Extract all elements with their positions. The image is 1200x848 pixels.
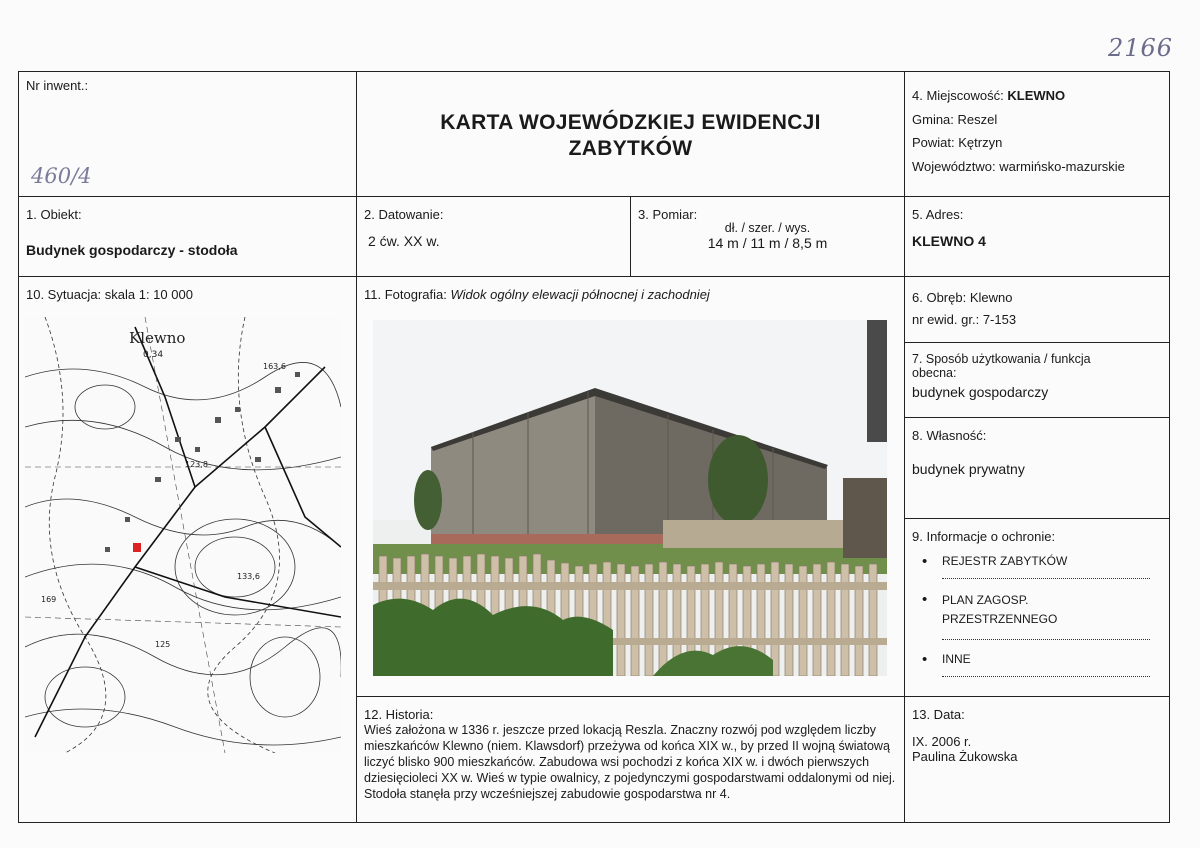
situation-label: 10. Sytuacja: skala 1: 10 000	[26, 287, 193, 302]
protection-item-other: • INNE	[912, 652, 1162, 677]
card-title-line1: KARTA WOJEWÓDZKIEJ EWIDENCJI	[440, 111, 821, 134]
date-label: 13. Data:	[912, 707, 965, 722]
photo-cell	[357, 277, 905, 697]
photo-caption: Widok ogólny elewacji północnej i zachodniej	[450, 287, 710, 302]
barn-photo	[373, 320, 887, 676]
usage-value: budynek gospodarczy	[912, 384, 1049, 400]
protection-cell	[905, 519, 1169, 697]
location-cell	[905, 72, 1169, 197]
svg-text:123,8: 123,8	[185, 460, 208, 469]
inventory-cell	[19, 72, 357, 197]
measurement-label: 3. Pomiar:	[638, 207, 698, 222]
dating-label: 2. Datowanie:	[364, 207, 444, 222]
catalog-number: 2166	[1108, 34, 1174, 62]
usage-cell	[905, 343, 1169, 418]
date-cell	[905, 697, 1169, 822]
date-value: IX. 2006 r.	[912, 734, 972, 749]
protection-item-plan: • PLAN ZAGOSP. PRZESTRZENNEGO	[912, 591, 1162, 640]
reg-value: 7-153	[982, 312, 1017, 327]
svg-text:Klewno: Klewno	[129, 329, 186, 347]
record-card	[18, 71, 1170, 823]
measurement-value: 14 m / 11 m / 8,5 m	[707, 235, 828, 251]
ownership-value: budynek prywatny	[912, 461, 1025, 477]
reg-label: nr ewid. gr.:	[912, 312, 980, 327]
svg-text:125: 125	[155, 640, 171, 649]
address-value: KLEWNO 4	[912, 233, 986, 249]
history-text: Wieś założona w 1336 r. jeszcze przed lokacją Reszla. Znaczny rozwój pod względem liczby mieszkańców Klewno (niem. Klawsdorf) przeżywa od końca XIX w., by przed II wojną światową liczyć blisko 900 mieszkańców. Zabudowa wsi pochodzi z końca XIX w. i dwóch pierwszych dziesięcioleci XX w. Wieś w typie owalnicy, z pojedynczymi gospodarstwami oddalonymi od niej. Stodoła stanęła przy wcześniejszej zabudowie gospodarstwa nr 4.	[364, 723, 896, 801]
object-value: Budynek gospodarczy - stodoła	[26, 242, 238, 258]
protection-item-register: • REJESTR ZABYTKÓW	[912, 554, 1162, 579]
ownership-label: 8. Własność:	[912, 428, 987, 443]
address-cell	[905, 197, 1169, 277]
dating-value: 2 ćw. XX w.	[368, 233, 440, 249]
precinct-value: Klewno	[969, 290, 1013, 305]
location-label: 4. Miejscowość:	[912, 88, 1004, 103]
location-value: KLEWNO	[1007, 88, 1066, 103]
card-title-line2: ZABYTKÓW	[568, 137, 693, 160]
inventory-label: Nr inwent.:	[26, 78, 89, 93]
photo-label: 11. Fotografia:	[364, 287, 447, 302]
gmina-label: Gmina:	[912, 111, 954, 127]
woj-value: warmińsko-mazurskie	[999, 158, 1125, 174]
precinct-cell	[905, 277, 1169, 343]
situation-cell	[19, 277, 357, 822]
ownership-cell	[905, 418, 1169, 519]
gmina-value: Reszel	[957, 111, 998, 127]
situation-map	[25, 317, 341, 753]
svg-text:133,6: 133,6	[237, 572, 260, 581]
svg-text:0,34: 0,34	[143, 350, 164, 360]
date-author: Paulina Żukowska	[912, 749, 1018, 764]
history-label: 12. Historia:	[364, 707, 434, 722]
usage-label: 7. Sposób użytkowania / funkcja obecna:	[912, 352, 1091, 380]
powiat-label: Powiat:	[912, 135, 955, 150]
powiat-value: Kętrzyn	[958, 135, 1003, 150]
title-cell	[357, 72, 905, 197]
address-label: 5. Adres:	[912, 207, 964, 222]
woj-label: Województwo:	[912, 158, 996, 174]
protection-list	[912, 554, 1162, 677]
object-cell	[19, 197, 357, 277]
history-cell	[357, 697, 905, 822]
measurement-header: dł. / szer. / wys.	[724, 221, 811, 235]
protection-label: 9. Informacje o ochronie:	[912, 529, 1056, 544]
svg-text:163,6: 163,6	[263, 362, 286, 371]
object-label: 1. Obiekt:	[26, 207, 82, 222]
precinct-label: 6. Obręb:	[912, 290, 967, 305]
inventory-handwritten: 460/4	[31, 164, 92, 188]
svg-text:169: 169	[41, 595, 57, 604]
measurement-cell	[631, 197, 905, 277]
dating-cell	[357, 197, 631, 277]
